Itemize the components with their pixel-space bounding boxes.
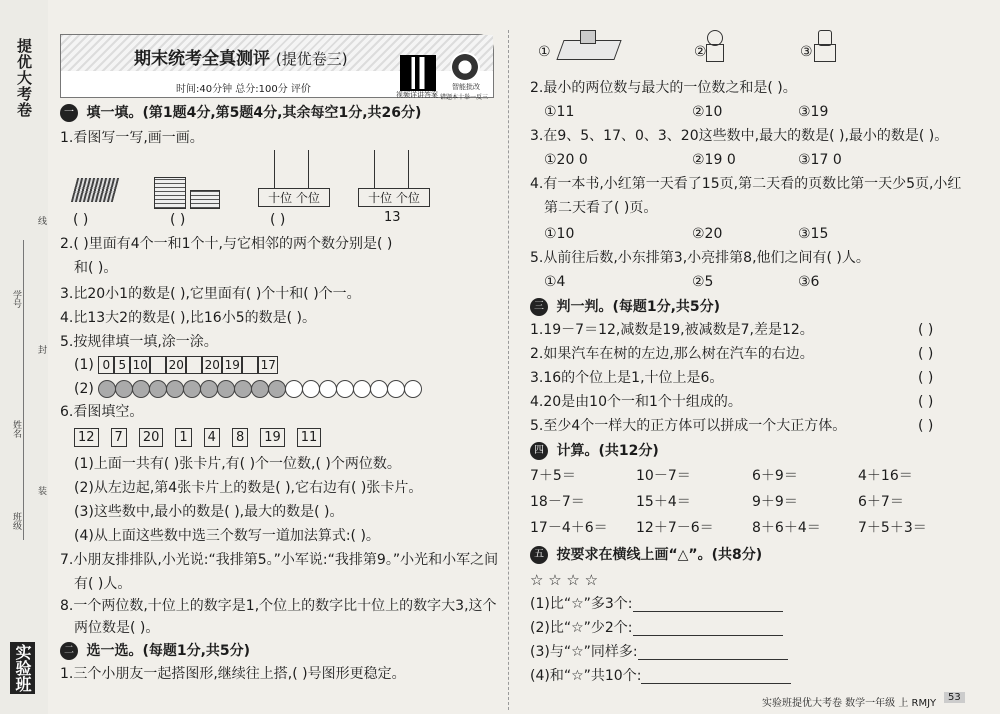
- s2-q2-text: 2.最小的两位数与最大的一位数之和是( )。: [530, 80, 797, 96]
- s2-q1-opt1[interactable]: ①: [538, 44, 551, 60]
- q5-box[interactable]: 0: [98, 356, 114, 374]
- abacus-2-label: 十位 个位: [358, 188, 430, 207]
- q1-text: 1.看图写一写,画一画。: [60, 130, 204, 146]
- q6-3-text: (3)这些数中,最小的数是( ),最大的数是( )。: [74, 504, 344, 520]
- draw-item-2: [530, 620, 783, 636]
- section3-badge: 三: [530, 298, 548, 316]
- s2-q4-opt2[interactable]: ②20: [692, 226, 723, 242]
- calc-item[interactable]: 8＋6＋4＝: [752, 520, 821, 536]
- section1-badge: 一: [60, 104, 78, 122]
- bead[interactable]: [336, 380, 354, 398]
- q6-cards: [74, 426, 333, 447]
- section4-badge: 四: [530, 442, 548, 460]
- judge-answer-paren[interactable]: ( ): [918, 346, 934, 362]
- ball-top-icon: [707, 30, 723, 46]
- bead[interactable]: [268, 380, 286, 398]
- number-card: 7: [111, 428, 127, 447]
- q4-text: 4.比13大2的数是( ),比16小5的数是( )。: [60, 310, 316, 326]
- s2-q4-line2: 第二天看了( )页。: [544, 200, 658, 216]
- section3-title: 判一判。(每题1分,共5分): [556, 299, 721, 315]
- draw-item-label: (4)和“☆”共10个:: [530, 668, 642, 684]
- q5-box[interactable]: [242, 356, 258, 374]
- abacus-2-value: 13: [384, 210, 401, 225]
- calc-item[interactable]: 4＋16＝: [858, 468, 913, 484]
- bead[interactable]: [251, 380, 269, 398]
- q6-1-text: (1)上面一共有( )张卡片,有( )个一位数,( )个两位数。: [74, 456, 401, 472]
- q3-text: 3.比20小1的数是( ),它里面有( )个十和( )个一。: [60, 286, 361, 302]
- q7-line1: 7.小朋友排排队,小光说:“我排第5。”小军说:“我排第9。”小光和小军之间: [60, 552, 499, 568]
- draw-item-label: (1)比“☆”多3个:: [530, 596, 633, 612]
- stick-bundles-icon: [71, 178, 119, 202]
- q5-1-row: [74, 356, 278, 374]
- q8-line2: 两位数是( )。: [74, 620, 160, 636]
- qr-code-icon[interactable]: [400, 55, 436, 91]
- draw-line[interactable]: [641, 669, 791, 684]
- s2-q3-opt3[interactable]: ③17 0: [798, 152, 842, 168]
- bead[interactable]: [132, 380, 150, 398]
- s2-q1-opt3[interactable]: ③: [800, 44, 813, 60]
- draw-line[interactable]: [633, 621, 783, 636]
- q1-blank-2[interactable]: ( ): [170, 212, 186, 228]
- section5-badge: 五: [530, 546, 548, 564]
- draw-line[interactable]: [638, 645, 788, 660]
- stack-of-tens-icon: [154, 177, 186, 209]
- q5-box[interactable]: 20: [202, 356, 222, 374]
- bead[interactable]: [183, 380, 201, 398]
- class-label: 班级: [11, 512, 21, 530]
- calc-item[interactable]: 15＋4＝: [636, 494, 691, 510]
- bead[interactable]: [353, 380, 371, 398]
- s2-q3-text: 3.在9、5、17、0、3、20这些数中,最大的数是( ),最小的数是( )。: [530, 128, 949, 144]
- bead[interactable]: [370, 380, 388, 398]
- draw-item-3: [530, 644, 788, 660]
- smart-grading-caption: 错题本十举一反三: [440, 94, 489, 101]
- calc-item[interactable]: 17－4＋6＝: [530, 520, 608, 536]
- bead[interactable]: [98, 380, 116, 398]
- calc-item[interactable]: 7＋5＝: [530, 468, 576, 484]
- q5-box[interactable]: 10: [130, 356, 150, 374]
- s2-q3-opt1[interactable]: ①20 0: [544, 152, 588, 168]
- s2-q4-line1: 4.有一本书,小红第一天看了15页,第二天看的页数比第一天少5页,小红: [530, 176, 962, 192]
- name-label: 姓名: [11, 420, 21, 438]
- s2-q1-text: 1.三个小朋友一起搭图形,继续往上搭,( )号图形更稳定。: [60, 666, 406, 682]
- judge-item: 2.如果汽车在树的左边,那么树在汽车的右边。: [530, 346, 814, 362]
- q5-box[interactable]: [150, 356, 166, 374]
- subtitle-text: (提优卷三): [275, 50, 348, 68]
- number-card: 1: [175, 428, 191, 447]
- s2-q5-opt1[interactable]: ①4: [544, 274, 566, 290]
- student-id-label: 学号: [11, 290, 21, 308]
- qr-caption: 视频详讲答案: [396, 91, 438, 99]
- s2-q2-opt3[interactable]: ③19: [798, 104, 829, 120]
- q2-line1: 2.( )里面有4个一和1个十,与它相邻的两个数分别是( ): [60, 236, 393, 252]
- q5-box[interactable]: 20: [166, 356, 186, 374]
- bead[interactable]: [149, 380, 167, 398]
- q1-blank-1[interactable]: ( ): [73, 212, 89, 228]
- page-fold: [508, 30, 509, 710]
- s2-q4-opt3[interactable]: ③15: [798, 226, 829, 242]
- judge-answer-paren[interactable]: ( ): [918, 322, 934, 338]
- abacus-1-label: 十位 个位: [258, 188, 330, 207]
- calc-item[interactable]: 18－7＝: [530, 494, 585, 510]
- bead[interactable]: [285, 380, 303, 398]
- name-line[interactable]: [23, 240, 24, 540]
- section2-heading: [60, 642, 250, 660]
- section1-title: 填一填。(第1题4分,第5题4分,其余每空1分,共26分): [86, 105, 422, 121]
- brand-bottom: 实验班: [10, 642, 35, 694]
- draw-item-4: [530, 668, 791, 684]
- q6-2-text: (2)从左边起,第4张卡片上的数是( ),它右边有( )张卡片。: [74, 480, 423, 496]
- bead[interactable]: [166, 380, 184, 398]
- blocks-shape-2-icon: [706, 44, 724, 62]
- smart-grading-label: 智能批改: [452, 83, 480, 91]
- judge-item: 4.20是由10个一和1个十组成的。: [530, 394, 742, 410]
- q8-line1: 8.一个两位数,十位上的数字是1,个位上的数字比十位上的数字大3,这个: [60, 598, 497, 614]
- page-title: [134, 44, 348, 69]
- s2-q5-opt2[interactable]: ②5: [692, 274, 714, 290]
- calc-item[interactable]: 10－7＝: [636, 468, 691, 484]
- section1-heading: [60, 104, 421, 122]
- number-card: 20: [139, 428, 164, 447]
- number-card: 4: [204, 428, 220, 447]
- blocks-shape-1-top-icon: [580, 30, 596, 44]
- cut-mark-line: 线: [36, 216, 46, 225]
- judge-item: 5.至少4个一样大的正方体可以拼成一个大正方体。: [530, 418, 847, 434]
- draw-item-label: (3)与“☆”同样多:: [530, 644, 638, 660]
- stack-of-ones-icon: [190, 190, 220, 209]
- bead[interactable]: [200, 380, 218, 398]
- calc-item[interactable]: 6＋7＝: [858, 494, 904, 510]
- q5-1-label: (1): [74, 357, 94, 373]
- calc-item[interactable]: 7＋5＋3＝: [858, 520, 927, 536]
- cut-mark-seal: 封: [36, 345, 46, 354]
- judge-item: 3.16的个位上是1,十位上是6。: [530, 370, 724, 386]
- q5-box[interactable]: [186, 356, 202, 374]
- section4-heading: [530, 442, 659, 460]
- number-card: 11: [297, 428, 322, 447]
- q5-text: 5.按规律填一填,涂一涂。: [60, 334, 218, 350]
- s2-q4-opt1[interactable]: ①10: [544, 226, 575, 242]
- q6-text: 6.看图填空。: [60, 404, 144, 420]
- section5-title: 按要求在横线上画“△”。(共8分): [556, 547, 763, 563]
- bead[interactable]: [217, 380, 235, 398]
- smart-grading-icon[interactable]: [450, 52, 480, 82]
- q5-box[interactable]: 19: [222, 356, 242, 374]
- calc-item[interactable]: 12＋7－6＝: [636, 520, 714, 536]
- stars-row: ☆ ☆ ☆ ☆: [530, 571, 599, 589]
- calc-item[interactable]: 9＋9＝: [752, 494, 798, 510]
- calc-item[interactable]: 6＋9＝: [752, 468, 798, 484]
- q5-2-row: [74, 380, 421, 398]
- cylinder-top-icon: [818, 30, 832, 46]
- draw-line[interactable]: [633, 597, 783, 612]
- title-text: 期末统考全真测评: [134, 49, 270, 69]
- q1-blank-3[interactable]: ( ): [270, 212, 286, 228]
- number-card: 12: [74, 428, 99, 447]
- footer-book: 实验班提优大考卷 数学一年级 上 RMJY: [762, 698, 937, 709]
- draw-item-label: (2)比“☆”少2个:: [530, 620, 633, 636]
- number-card: 19: [260, 428, 285, 447]
- s2-q3-opt2[interactable]: ②19 0: [692, 152, 736, 168]
- bead[interactable]: [387, 380, 405, 398]
- q5-2-label: (2): [74, 381, 94, 397]
- q2-line2: 和( )。: [74, 260, 118, 276]
- bead[interactable]: [319, 380, 337, 398]
- abacus-1: [258, 150, 328, 205]
- q6-4-text: (4)从上面这些数中选三个数写一道加法算式:( )。: [74, 528, 380, 544]
- s2-q5-text: 5.从前往后数,小东排第3,小亮排第8,他们之间有( )人。: [530, 250, 870, 266]
- s2-q1-opt2[interactable]: ②: [694, 44, 707, 60]
- number-card: 8: [232, 428, 248, 447]
- q5-box[interactable]: 17: [258, 356, 278, 374]
- section2-title: 选一选。(每题1分,共5分): [86, 643, 251, 659]
- bead[interactable]: [115, 380, 133, 398]
- section3-heading: [530, 298, 720, 316]
- blocks-shape-3-icon: [814, 44, 836, 62]
- bead[interactable]: [234, 380, 252, 398]
- q5-box[interactable]: 5: [114, 356, 130, 374]
- bead[interactable]: [302, 380, 320, 398]
- brand-top: 提优大考卷: [15, 38, 33, 118]
- section5-heading: [530, 546, 762, 564]
- judge-answer-paren[interactable]: ( ): [918, 370, 934, 386]
- q7-line2: 有( )人。: [74, 576, 132, 592]
- s2-q2-opt2[interactable]: ②10: [692, 104, 723, 120]
- abacus-2: [358, 150, 428, 225]
- exam-meta: 时间:40分钟 总分:100分 评价: [176, 84, 311, 95]
- s2-q2-opt1[interactable]: ①11: [544, 104, 575, 120]
- judge-item: 1.19－7＝12,减数是19,被减数是7,差是12。: [530, 322, 814, 338]
- cut-mark-bind: 装: [36, 486, 46, 495]
- bead[interactable]: [404, 380, 422, 398]
- draw-item-1: [530, 596, 783, 612]
- page-number: 53: [944, 692, 965, 703]
- judge-answer-paren[interactable]: ( ): [918, 394, 934, 410]
- section4-title: 计算。(共12分): [556, 443, 659, 459]
- judge-answer-paren[interactable]: ( ): [918, 418, 934, 434]
- s2-q5-opt3[interactable]: ③6: [798, 274, 820, 290]
- section2-badge: 二: [60, 642, 78, 660]
